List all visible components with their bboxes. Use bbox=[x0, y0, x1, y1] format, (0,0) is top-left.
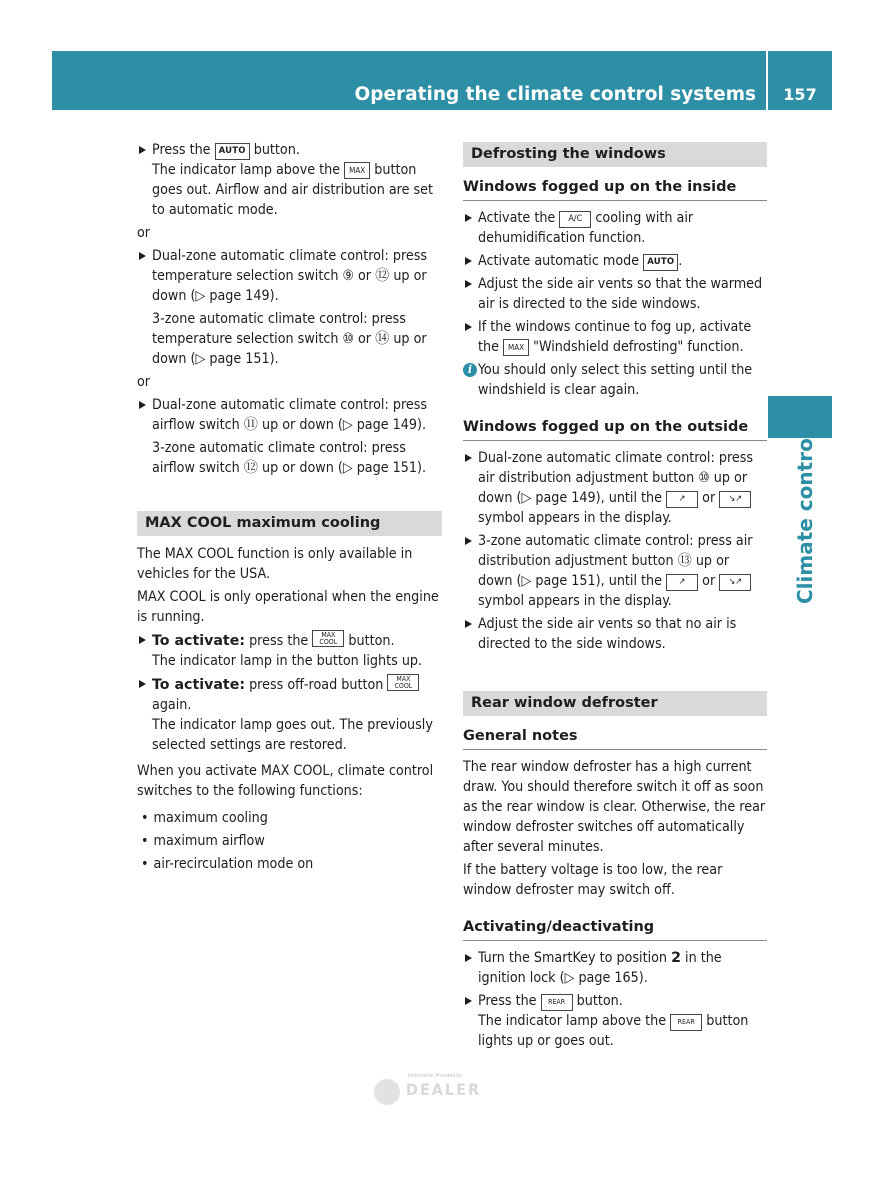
page-number: 157 bbox=[783, 85, 817, 104]
rear-defrost-icon: REAR bbox=[541, 994, 573, 1011]
subheading-activating: Activating/deactivating bbox=[463, 917, 767, 941]
step-activate-ac: Activate the A/C cooling with air dehumidification function. bbox=[463, 208, 767, 248]
step-windshield-defrost: If the windows continue to fog up, activate the MAX "Windshield defrosting" function. bbox=[463, 317, 767, 357]
max-cool-button-icon: MAX COOL bbox=[387, 674, 419, 691]
step-adjust-vents: Adjust the side air vents so that the warmed air is directed to the side windows. bbox=[463, 274, 767, 314]
or-text: or bbox=[137, 374, 151, 390]
info-icon: i bbox=[463, 363, 477, 377]
step-3-zone-distribution: 3-zone automatic climate control: press air distribution adjustment button ⑬ up or down (▷ page 151), until the ↗ or ↘↗ symbol appears in the display. bbox=[463, 531, 767, 611]
step-activate-max-cool: To activate: press the MAX COOL button. The indicator lamp in the button lights up. bbox=[137, 630, 442, 671]
list-item: • maximum airflow bbox=[137, 831, 442, 851]
paragraph: If the battery voltage is too low, the rear window defroster may switch off. bbox=[463, 862, 723, 898]
list-item: • maximum cooling bbox=[137, 808, 442, 828]
windshield-airflow-icon: ↗ bbox=[666, 491, 698, 508]
side-tab-label: Climate control bbox=[793, 431, 817, 604]
step-dual-zone-airflow: Dual-zone automatic climate control: press airflow switch ⑪ up or down (▷ page 149). 3-zone automatic climate control: press airflow switch ⑫ up or down (▷ page 151). bbox=[137, 395, 442, 478]
step-turn-smartkey: Turn the SmartKey to position 2 in the ignition lock (▷ page 165). bbox=[463, 948, 767, 988]
subheading-inside: Windows fogged up on the inside bbox=[463, 177, 767, 201]
watermark-logo-icon bbox=[374, 1079, 400, 1105]
subheading-outside: Windows fogged up on the outside bbox=[463, 417, 767, 441]
subheading-general: General notes bbox=[463, 726, 767, 750]
header-bar bbox=[52, 51, 766, 110]
windshield-max-icon: MAX bbox=[344, 162, 370, 179]
auto-button-icon: AUTO bbox=[643, 254, 678, 271]
windshield-airflow-icon: ↗ bbox=[666, 574, 698, 591]
step-press-auto: Press the AUTO button. The indicator lamp above the MAX button goes out. Airflow and air distribution are set to automatic mode. bbox=[137, 140, 442, 220]
section-heading-defrost: Defrosting the windows bbox=[463, 142, 767, 167]
left-column bbox=[137, 140, 442, 877]
list-item: • air-recirculation mode on bbox=[137, 854, 442, 874]
step-deactivate-max-cool: To activate: press off-road button MAX COOL again. The indicator lamp goes out. The previously selected settings are restored. bbox=[137, 674, 442, 755]
paragraph: When you activate MAX COOL, climate control switches to the following functions: bbox=[137, 763, 434, 799]
step-dual-zone-temp: Dual-zone automatic climate control: press temperature selection switch ⑨ or ⑫ up or down (▷ page 149). 3-zone automatic climate control: press temperature selection switch ⑩ or ⑭ up or down (▷ page 151). bbox=[137, 246, 442, 369]
windshield-max-icon: MAX bbox=[503, 339, 529, 356]
max-cool-button-icon: MAX COOL bbox=[312, 630, 344, 647]
windshield-footwell-airflow-icon: ↘↗ bbox=[719, 574, 751, 591]
step-press-rear-defrost: Press the REAR button. The indicator lamp above the REAR button lights up or goes out. bbox=[463, 991, 767, 1051]
right-column bbox=[463, 140, 767, 1054]
info-note: i You should only select this setting until the windshield is clear again. bbox=[463, 360, 767, 400]
windshield-footwell-airflow-icon: ↘↗ bbox=[719, 491, 751, 508]
paragraph: The rear window defroster has a high current draw. You should therefore switch it off as soon as the rear window is clear. Otherwise, the rear window defroster switches off automatically after several minutes. bbox=[463, 759, 766, 855]
section-heading-max-cool: MAX COOL maximum cooling bbox=[137, 511, 442, 536]
page-number-box bbox=[768, 51, 832, 110]
paragraph: The MAX COOL function is only available in vehicles for the USA. bbox=[137, 546, 413, 582]
dealer-watermark: Information Provided by: DEALER bbox=[372, 1073, 502, 1113]
page-title: Operating the climate control systems bbox=[354, 84, 756, 105]
step-adjust-vents-outside: Adjust the side air vents so that no air is directed to the side windows. bbox=[463, 614, 767, 654]
ac-button-icon: A/C bbox=[559, 211, 591, 228]
auto-button-icon: AUTO bbox=[215, 143, 250, 160]
step-dual-zone-distribution: Dual-zone automatic climate control: press air distribution adjustment button ⑩ up or down (▷ page 149), until the ↗ or ↘↗ symbol appears in the display. bbox=[463, 448, 767, 528]
step-activate-auto: Activate automatic mode AUTO . bbox=[463, 251, 767, 271]
or-text: or bbox=[137, 225, 151, 241]
section-heading-rear: Rear window defroster bbox=[463, 691, 767, 716]
paragraph: MAX COOL is only operational when the engine is running. bbox=[137, 589, 439, 625]
rear-defrost-icon: REAR bbox=[670, 1014, 702, 1031]
